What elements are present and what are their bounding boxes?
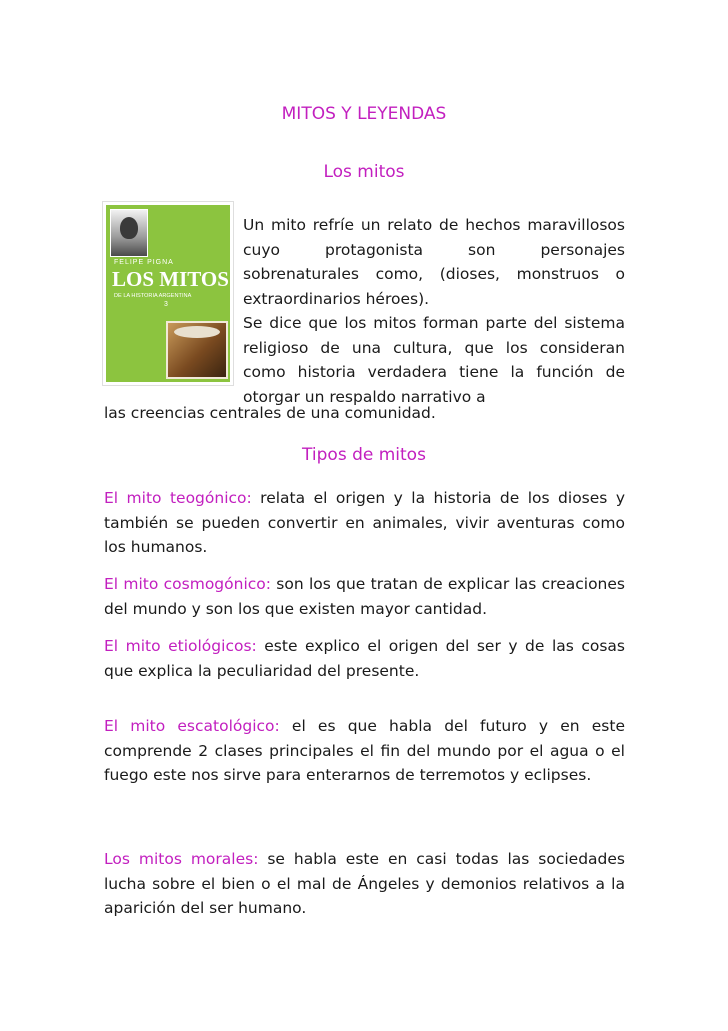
book-subtitle: DE LA HISTORIA ARGENTINA bbox=[114, 293, 192, 299]
myth-type-description: el es que habla del futuro y en este comprende 2 clases principales el fin del mundo por el agua o el fuego este nos sirve para enterarnos de terremotos y eclipses. bbox=[104, 717, 625, 784]
intro-paragraph-2-end: las creencias centrales de una comunidad. bbox=[104, 404, 436, 422]
book-title: LOS MITOS bbox=[112, 267, 229, 291]
myth-type-term: El mito teogónico: bbox=[104, 489, 252, 507]
myth-type-description: este explico el origen del ser y de las cosas que explica la peculiaridad del presente. bbox=[104, 637, 626, 680]
portrait-photo-top bbox=[110, 209, 148, 257]
page-title: MITOS Y LEYENDAS bbox=[281, 104, 447, 124]
myth-type-paragraph bbox=[104, 634, 625, 683]
section-title-tipos: Tipos de mitos bbox=[302, 445, 426, 465]
myth-type-term: El mito escatológico: bbox=[104, 717, 280, 735]
myth-type-term: El mito cosmogónico: bbox=[104, 575, 271, 593]
myth-type-description: son los que tratan de explicar las creaciones del mundo y son los que existen mayor cantidad. bbox=[104, 575, 625, 618]
intro-paragraph-2: Se dice que los mitos forman parte del sistema religioso de una cultura, que los consideran como historia verdadera tiene la función de otorgar un respaldo narrativo a bbox=[243, 314, 625, 406]
myth-type-paragraph bbox=[104, 572, 625, 621]
myth-type-term: Los mitos morales: bbox=[104, 850, 259, 868]
book-cover bbox=[106, 205, 230, 382]
myth-type-term: El mito etiológicos: bbox=[104, 637, 257, 655]
myth-type-paragraph bbox=[104, 486, 625, 560]
myth-type-description: se habla este en casi todas las sociedades lucha sobre el bien o el mal de Ángeles y demonios relativos a la aparición del ser humano. bbox=[104, 850, 625, 917]
book-author: FELIPE PIGNA bbox=[114, 259, 174, 266]
myth-type-paragraph bbox=[104, 714, 625, 788]
portrait-photo-bottom bbox=[166, 321, 228, 379]
intro-paragraph-1: Un mito refríe un relato de hechos maravillosos cuyo protagonista son personajes sobrenaturales como, (dioses, monstruos o extraordinarios héroes). bbox=[243, 216, 625, 308]
book-volume-number: 3 bbox=[164, 301, 168, 308]
section-title-los-mitos: Los mitos bbox=[323, 162, 405, 182]
myth-type-description: relata el origen y la historia de los dioses y también se pueden convertir en animales, vivir aventuras como los humanos. bbox=[104, 489, 625, 556]
book-cover-image bbox=[103, 202, 233, 385]
myth-type-paragraph bbox=[104, 847, 625, 921]
